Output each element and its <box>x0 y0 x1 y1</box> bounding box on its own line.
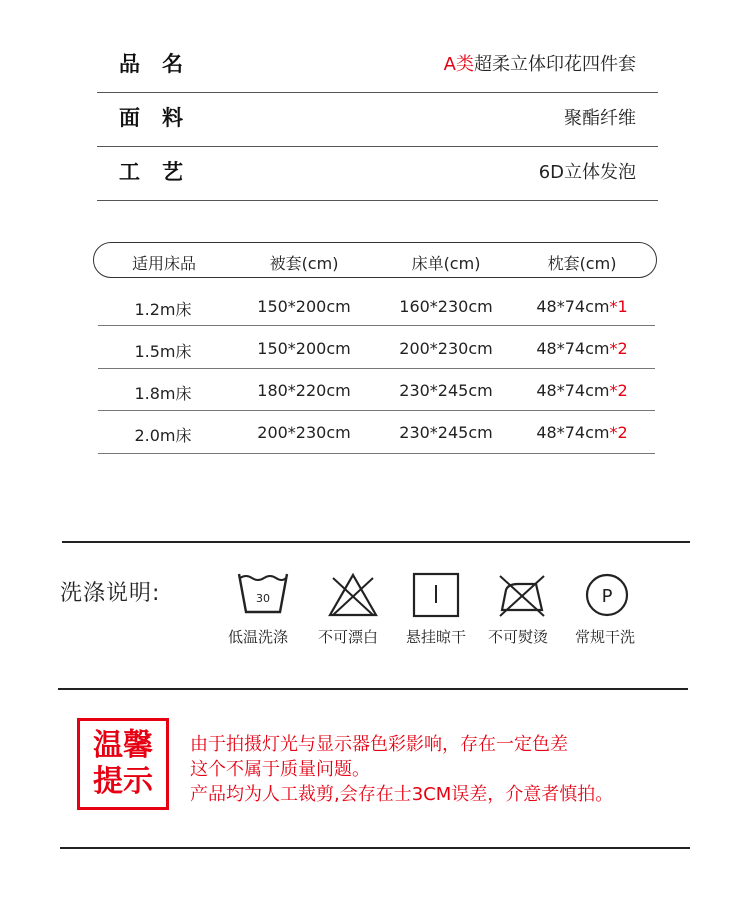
info-row-name <box>97 38 658 93</box>
info-value <box>444 50 636 76</box>
size-table-header <box>93 242 657 278</box>
notice-text: 产品均为人工裁剪,会存在士3CM误差，介意者慎拍。 <box>190 784 614 805</box>
info-label: 工艺 <box>119 160 205 184</box>
duvet-size: 200*230cm <box>257 423 351 442</box>
pillow-dim: 48*74cm <box>536 423 610 442</box>
notice-text: 这个不属于质量问题。 <box>190 759 370 780</box>
duvet-size: 150*200cm <box>257 339 351 358</box>
wash-title: 洗涤说明: <box>60 581 161 606</box>
row-divider <box>98 368 655 369</box>
notice-title-line2: 提示 <box>93 764 153 799</box>
pillow-qty: *2 <box>609 339 628 358</box>
header-cell: 适用床品 <box>131 254 196 273</box>
row-divider <box>98 325 655 326</box>
section-divider <box>60 847 690 849</box>
info-label: 面料 <box>119 106 205 130</box>
duvet-size: 150*200cm <box>257 297 351 316</box>
notice-stamp <box>77 718 169 810</box>
wash-label: 悬挂晾干 <box>405 628 466 646</box>
no-bleach-icon <box>327 572 379 618</box>
notice-text: 由于拍摄灯光与显示器色彩影响，存在一定色差 <box>190 734 568 755</box>
dry-clean-letter: P <box>601 586 613 607</box>
pillow-dim: 48*74cm <box>536 297 610 316</box>
pillow-qty: *2 <box>609 423 628 442</box>
pillow-size <box>512 339 652 358</box>
header-cell: 被套(cm) <box>269 254 339 273</box>
wash-label: 不可熨烫 <box>487 628 548 646</box>
info-label: 品名 <box>119 52 205 76</box>
pillow-qty: *2 <box>609 381 628 400</box>
wash-label: 常规干洗 <box>574 628 635 646</box>
info-row-fabric <box>97 92 658 147</box>
bed-size: 1.5m床 <box>134 342 192 361</box>
no-iron-icon <box>496 572 548 618</box>
row-divider <box>98 453 655 454</box>
wash-label: 低温洗涤 <box>227 628 288 646</box>
pillow-size <box>512 297 652 316</box>
pillow-size <box>512 381 652 400</box>
grade-badge: A类 <box>443 54 474 75</box>
header-cell: 床单(cm) <box>411 254 481 273</box>
sheet-size: 230*245cm <box>399 381 493 400</box>
section-divider <box>58 688 688 690</box>
bed-size: 2.0m床 <box>134 426 192 445</box>
notice-title-line1: 温馨 <box>93 728 153 763</box>
bed-size: 1.8m床 <box>134 384 192 403</box>
section-divider <box>62 541 690 543</box>
sheet-size: 160*230cm <box>399 297 493 316</box>
tub-temp-text: 30 <box>256 592 270 605</box>
washtub-30-icon <box>237 572 289 618</box>
sheet-size: 200*230cm <box>399 339 493 358</box>
bed-size: 1.2m床 <box>134 300 192 319</box>
sheet-size: 230*245cm <box>399 423 493 442</box>
header-cell: 枕套(cm) <box>547 254 617 273</box>
pillow-dim: 48*74cm <box>536 339 610 358</box>
dry-clean-p-icon <box>581 572 633 618</box>
info-row-craft <box>97 146 658 201</box>
info-value: 聚酯纤维 <box>564 108 636 129</box>
row-divider <box>98 410 655 411</box>
info-value: 6D立体发泡 <box>538 162 636 183</box>
product-name: 超柔立体印花四件套 <box>474 54 636 75</box>
line-dry-icon <box>410 572 462 618</box>
duvet-size: 180*220cm <box>257 381 351 400</box>
pillow-qty: *1 <box>609 297 628 316</box>
wash-label: 不可漂白 <box>317 628 378 646</box>
pillow-size <box>512 423 652 442</box>
pillow-dim: 48*74cm <box>536 381 610 400</box>
